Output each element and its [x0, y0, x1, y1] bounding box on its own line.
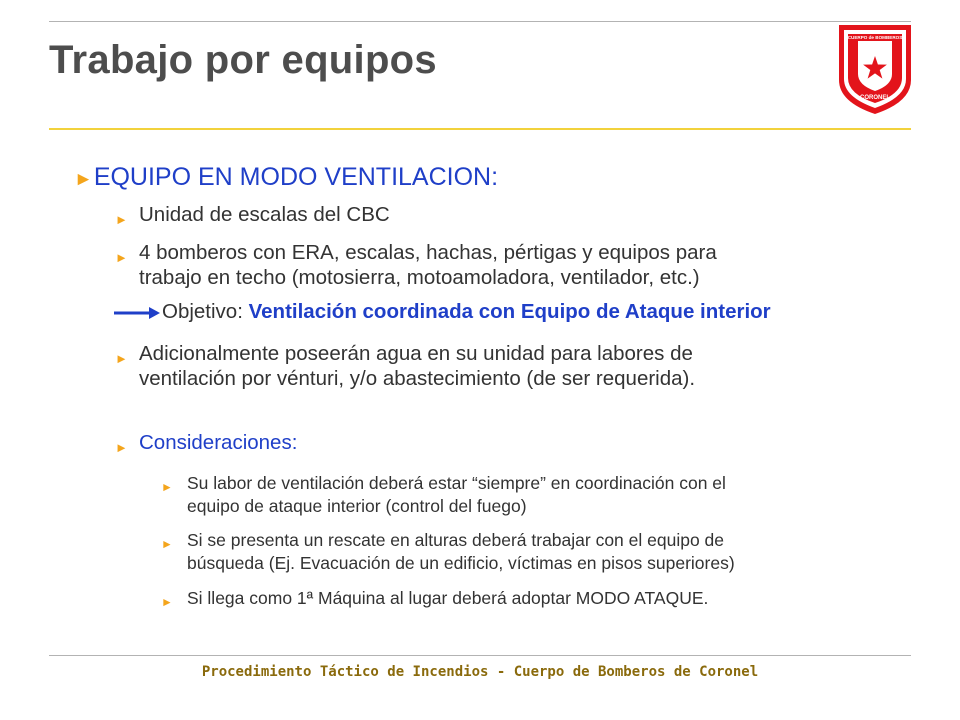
slide-title: Trabajo por equipos: [49, 38, 437, 82]
bullet-item-water-cont: ventilación por vénturi, y/o abastecimiento (de ser requerida).: [139, 367, 696, 390]
bullet-arrow-icon: ►: [115, 212, 128, 227]
right-arrow-icon: [113, 306, 161, 320]
bullet-arrow-icon: ►: [161, 537, 173, 551]
bullet-arrow-icon: ►: [161, 480, 173, 494]
title-divider: [49, 128, 911, 130]
bullet-arrow-icon: ►: [74, 169, 93, 190]
footer-text: Procedimiento Táctico de Incendios - Cuerpo de Bomberos de Coronel: [201, 664, 759, 680]
bullet-item-unit: ► Unidad de escalas del CBC: [139, 202, 390, 227]
bullet-arrow-icon: ►: [115, 440, 128, 455]
consideration-item-coordination-cont: equipo de ataque interior (control del fuego): [187, 496, 527, 516]
bullet-arrow-icon: ►: [115, 250, 128, 265]
goal-text: Ventilación coordinada con Equipo de Ataque interior: [248, 300, 771, 323]
consideration-item-rescue-cont: búsqueda (Ej. Evacuación de un edificio, víctimas en pisos superiores): [187, 553, 735, 573]
consideration-item-rescue: ► Si se presenta un rescate en alturas deberá trabajar con el equipo de: [187, 529, 724, 552]
footer-divider: [49, 655, 911, 656]
consideration-item-coordination: ► Su labor de ventilación deberá estar “siempre” en coordinación con el: [187, 472, 726, 495]
bullet-item-firefighters-cont: trabajo en techo (motosierra, motoamoladora, ventilador, etc.): [139, 266, 700, 289]
consideration-item-first-engine: ► Si llega como 1ª Máquina al lugar deberá adoptar MODO ATAQUE.: [187, 587, 708, 610]
bullet-item-firefighters: ► 4 bomberos con ERA, escalas, hachas, pértigas y equipos para: [139, 240, 717, 265]
svg-text:CORONEL: CORONEL: [860, 95, 890, 101]
considerations-label: ► Consideraciones:: [139, 430, 297, 455]
bullet-item-water: ► Adicionalmente poseerán agua en su unidad para labores de: [139, 341, 693, 366]
svg-text:CUERPO de BOMBEROS: CUERPO de BOMBEROS: [847, 35, 903, 40]
bullet-arrow-icon: ►: [115, 351, 128, 366]
section-heading: ►EQUIPO EN MODO VENTILACION:: [74, 163, 499, 191]
bomberos-coronel-shield-logo: [836, 22, 914, 117]
bullet-arrow-icon: ►: [161, 595, 173, 609]
top-divider: [49, 21, 911, 22]
goal-line: Objetivo: Ventilación coordinada con Equipo de Ataque interior: [162, 300, 771, 323]
